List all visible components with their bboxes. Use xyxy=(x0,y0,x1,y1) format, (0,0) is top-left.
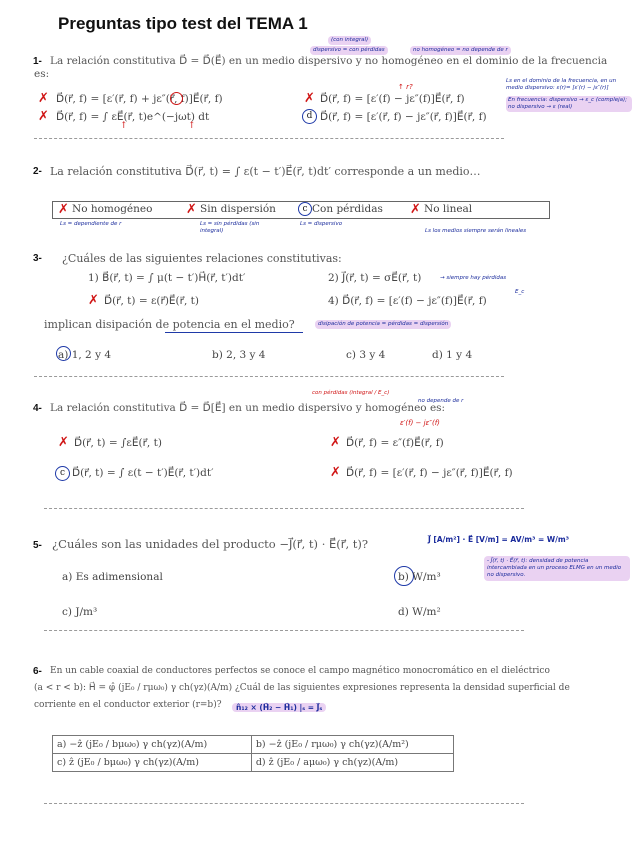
question-3-number: 3- xyxy=(33,253,42,264)
question-1-number: 1- xyxy=(33,56,42,67)
q1-note-dispersivo: dispersivo = con pérdidas xyxy=(310,46,388,55)
q3-note-disipacion: disipación de potencia = pérdidas = dispersión xyxy=(315,320,451,329)
q6-option-c[interactable]: c) ẑ (jE₀ / bμω₀) γ ch(γz)(A/m) xyxy=(53,754,252,772)
q5-note: - J⃗(r⃗, t) · E⃗(r⃗, t): densidad de potencia intercambiada en un proceso ELMG en un medio no dispersivo. xyxy=(484,556,630,581)
q2-note-b: Ls = sin pérdidas (sin integral) xyxy=(200,221,260,234)
q2-note-c: Ls = dispersivo xyxy=(300,221,343,227)
q3-option-d[interactable]: d) 1 y 4 xyxy=(432,349,473,361)
q1-note-integral: (con integral) xyxy=(328,36,371,45)
q2-option-d[interactable]: No lineal xyxy=(424,203,473,215)
q5-option-d[interactable]: d) W/m² xyxy=(398,606,441,618)
q6-options-table xyxy=(52,735,454,772)
question-2-text: La relación constitutiva D⃗(r⃗, t) = ∫ ε(t − t′)E⃗(r⃗, t)dt′ corresponde a un medio… xyxy=(50,165,481,178)
q4-option-c[interactable]: D⃗(r⃗, t) = ∫ ε(t − t′)E⃗(r⃗, t′)dt′ xyxy=(72,467,214,479)
q2-note-d: Ls los medios siempre serán lineales xyxy=(425,228,527,234)
question-6-text-line3: corriente en el conductor exterior (r=b)? xyxy=(34,700,222,710)
q3-note-siempre: → siempre hay pérdidas xyxy=(440,275,507,281)
q2-option-b-cross-icon: ✗ xyxy=(186,202,197,217)
q4-option-a[interactable]: D⃗(r⃗, t) = ∫εE⃗(r⃗, t) xyxy=(74,437,162,449)
q6-option-b[interactable]: b) −ẑ (jE₀ / rμω₀) γ ch(γz)(A/m²) xyxy=(251,736,453,754)
q2-option-d-cross-icon: ✗ xyxy=(410,202,421,217)
q1-option-b-cross-icon: ✗ xyxy=(304,91,315,106)
q3-option-c[interactable]: c) 3 y 4 xyxy=(346,349,386,361)
q1-note-frecuencia: Ls en el dominio de la frecuencia, en un medio dispersivo: ε(r)= [ε′(r) − jε″(r)] xyxy=(506,78,617,91)
q6-option-a[interactable]: a) −ẑ (jE₀ / bμω₀) γ ch(γz)(A/m) xyxy=(53,736,252,754)
q3-item-3-cross-icon: ✗ xyxy=(88,293,99,308)
question-6-text-line2: (a < r < b): H⃗ = φ̂ (jE₀ / rμω₀) γ ch(γz)(A/m) ¿Cuál de las siguientes expresiones representa la densidad superficial de xyxy=(34,683,570,693)
q4-option-b[interactable]: D⃗(r⃗, f) = ε″(f)E⃗(r⃗, f) xyxy=(346,437,444,449)
q3-option-a[interactable]: a) 1, 2 y 4 xyxy=(58,349,112,361)
q2-answer-circle-c: c xyxy=(298,202,312,216)
question-3-text: ¿Cuáles de las siguientes relaciones constitutivas: xyxy=(62,252,342,265)
page-title: Preguntas tipo test del TEMA 1 xyxy=(58,14,308,33)
q1-option-b[interactable]: D⃗(r⃗, f) = [ε′(f) − jε″(f)]E⃗(r⃗, f) xyxy=(320,93,465,105)
q2-option-a[interactable]: No homogéneo xyxy=(72,203,153,215)
q4-note-perdidas: con pérdidas (integral / E_c) xyxy=(312,390,390,396)
q3-note-ec: E_c xyxy=(515,289,525,295)
question-1-text-line2: es: xyxy=(34,68,50,80)
q1-answer-circle-d: d xyxy=(302,109,317,124)
q1-note-r: ↑ r? xyxy=(398,83,413,91)
question-6-number: 6- xyxy=(33,666,42,677)
q5-option-b[interactable]: b) W/m³ xyxy=(398,571,441,583)
q1-note-no-homogeneo: no homogéneo = no depende de r xyxy=(410,46,511,55)
q1-option-c[interactable]: D⃗(r⃗, f) = ∫ εE⃗(r⃗, t)e^(−jωt) dt xyxy=(56,111,210,123)
q3-item-1: 1) B⃗(r⃗, t) = ∫ μ(t − t′)H⃗(r⃗, t′)dt′ xyxy=(88,272,246,284)
question-1-text-line1: La relación constitutiva D⃗ = D⃗(E⃗) en un medio dispersivo y no homogéneo en el dominio de la frecuencia xyxy=(50,55,608,67)
q3-item-4: 4) D⃗(r⃗, f) = [ε′(f) − jε″(f)]E⃗(r⃗, f) xyxy=(328,295,487,307)
divider xyxy=(44,630,524,631)
q3-underline xyxy=(165,332,303,333)
q2-option-c[interactable]: Con pérdidas xyxy=(312,203,383,215)
q1-option-a[interactable]: D⃗(r⃗, f) = [ε′(r⃗, f) + jε″(r⃗, f)]E⃗(r⃗, f) xyxy=(56,93,223,105)
divider xyxy=(34,376,504,377)
question-4-number: 4- xyxy=(33,403,42,414)
divider xyxy=(34,138,504,139)
question-5-text: ¿Cuáles son las unidades del producto −J⃗(r⃗, t) · E⃗(r⃗, t)? xyxy=(52,537,369,551)
q4-option-a-cross-icon: ✗ xyxy=(58,435,69,450)
q3-item-2: 2) J⃗(r⃗, t) = σE⃗(r⃗, t) xyxy=(328,272,422,284)
q4-note-no-depende: no depende de r xyxy=(418,398,464,404)
q1-arrow-up-icon: ↑ xyxy=(120,121,128,131)
divider xyxy=(44,508,524,509)
q1-note-en-frecuencia: En frecuencia: dispersivo → ε_c (compleja); no dispersivo → ε (real) xyxy=(506,96,632,112)
q5-option-a[interactable]: a) Es adimensional xyxy=(62,571,163,583)
q5-formula: J⃗ [A/m²] · E⃗ [V/m] = AV/m³ = W/m³ xyxy=(428,535,569,544)
q4-option-d[interactable]: D⃗(r⃗, f) = [ε′(r⃗, f) − jε″(r⃗, f)]E⃗(r⃗, f) xyxy=(346,467,513,479)
q1-option-a-cross-icon: ✗ xyxy=(38,91,49,106)
q2-option-b[interactable]: Sin dispersión xyxy=(200,203,276,215)
question-6-text-line1: En un cable coaxial de conductores perfectos se conoce el campo magnético monocromático en el dieléctrico xyxy=(50,666,550,676)
q2-note-a: Ls = dependiente de r xyxy=(60,221,122,227)
q4-note-eps: ε′(f) − jε″(f) xyxy=(400,419,440,427)
q1-arrow-up-icon-2: ↑ xyxy=(188,121,196,131)
q4-answer-circle-c: c xyxy=(55,466,70,481)
q3-item-3: D⃗(r⃗, t) = ε(r⃗)E⃗(r⃗, t) xyxy=(104,295,199,307)
q1-option-d[interactable]: D⃗(r⃗, f) = [ε′(r⃗, f) − jε″(r⃗, f)]E⃗(r⃗, f) xyxy=(320,111,487,123)
q1-option-a-plus-circle xyxy=(170,92,183,105)
q4-option-d-cross-icon: ✗ xyxy=(330,465,341,480)
divider xyxy=(44,803,524,804)
question-4-text: La relación constitutiva D⃗ = D⃗[E⃗] en un medio dispersivo y homogéneo es: xyxy=(50,402,446,414)
q3-implies-text: implican disipación de potencia en el medio? xyxy=(44,318,295,331)
question-5-number: 5- xyxy=(33,540,42,551)
q1-option-c-cross-icon: ✗ xyxy=(38,109,49,124)
q6-option-d[interactable]: d) ẑ (jE₀ / aμω₀) γ ch(γz)(A/m) xyxy=(251,754,453,772)
q3-option-b[interactable]: b) 2, 3 y 4 xyxy=(212,349,266,361)
q4-option-b-cross-icon: ✗ xyxy=(330,435,341,450)
q6-formula: n̂₁₂ × (H⃗₂ − H⃗₁) |ₛ = J⃗ₛ xyxy=(232,703,326,712)
question-2-number: 2- xyxy=(33,166,42,177)
q5-option-c[interactable]: c) J/m³ xyxy=(62,606,98,618)
q2-option-a-cross-icon: ✗ xyxy=(58,202,69,217)
